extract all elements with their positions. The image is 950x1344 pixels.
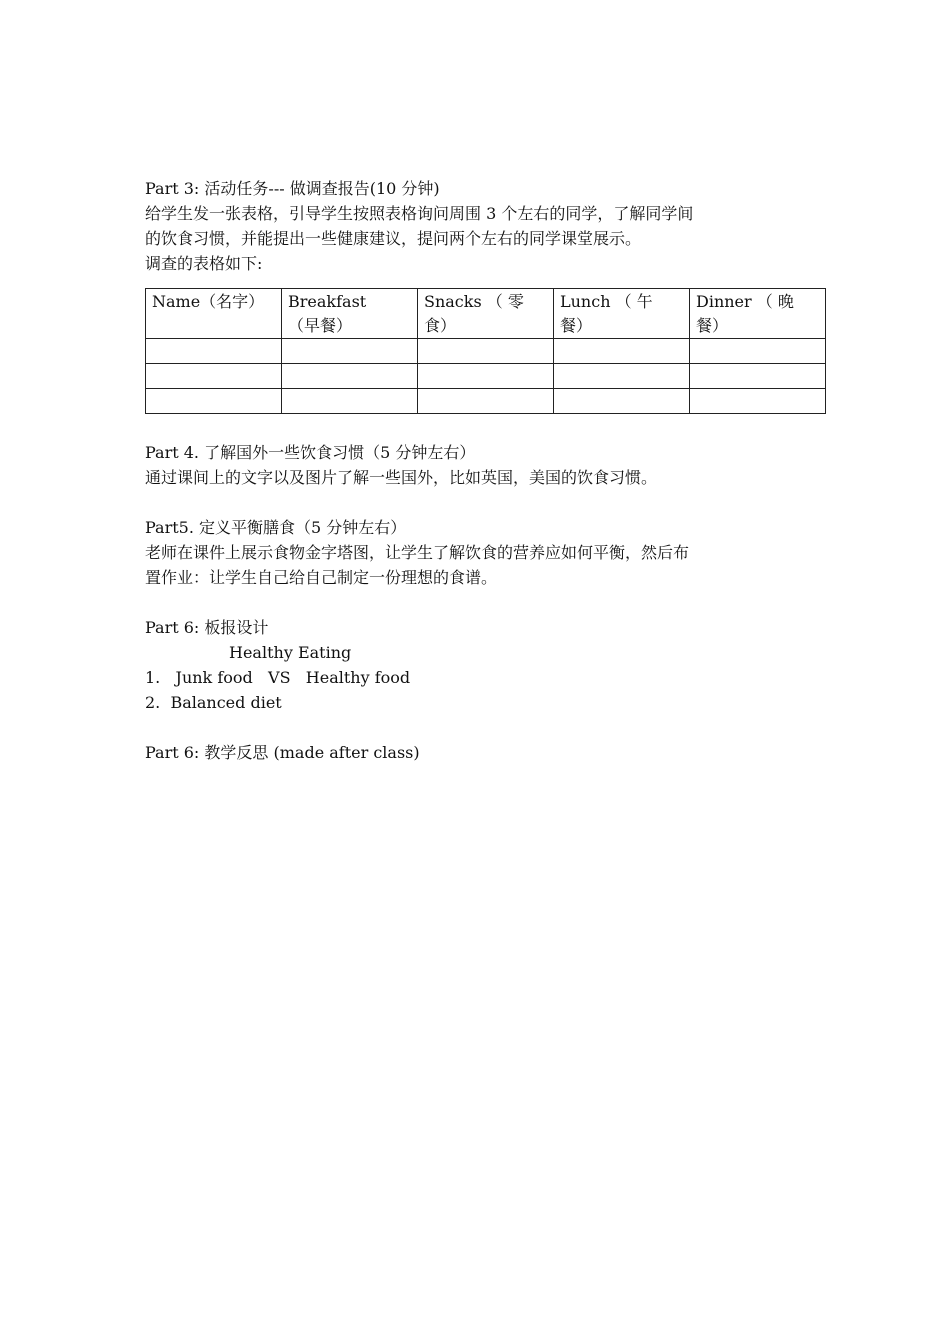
part5-title: Part5. 定义平衡膳食（5 分钟左右）	[145, 518, 407, 537]
table-row	[146, 339, 826, 364]
table-cell	[690, 339, 826, 364]
header-breakfast: Breakfast （早餐）	[282, 289, 418, 339]
table-cell	[554, 364, 690, 389]
header-snacks: Snacks （ 零 食）	[418, 289, 554, 339]
table-cell	[146, 389, 282, 414]
table-cell	[146, 339, 282, 364]
table-intro: 调查的表格如下:	[145, 254, 263, 273]
header-lunch: Lunch （ 午 餐）	[554, 289, 690, 339]
board-item-2: 2. Balanced diet	[145, 693, 282, 712]
table-cell	[554, 339, 690, 364]
survey-table	[145, 288, 826, 414]
table-cell	[146, 364, 282, 389]
table-row	[146, 364, 826, 389]
document-page	[145, 176, 825, 765]
table-cell	[418, 389, 554, 414]
table-cell	[282, 364, 418, 389]
part3-paragraph-line-2: 的饮食习惯，并能提出一些健康建议，提问两个左右的同学课堂展示。	[145, 229, 642, 248]
header-dinner: Dinner （ 晚 餐）	[690, 289, 826, 339]
table-row	[146, 389, 826, 414]
table-cell	[282, 389, 418, 414]
table-cell	[418, 364, 554, 389]
board-item-1: 1. Junk food VS Healthy food	[145, 668, 411, 687]
part5-paragraph-line-2: 置作业：让学生自己给自己制定一份理想的食谱。	[145, 568, 498, 587]
table-cell	[282, 339, 418, 364]
part6-board-title: Part 6: 板报设计	[145, 618, 269, 637]
board-heading: Healthy Eating	[229, 643, 352, 662]
part3-title: Part 3: 活动任务--- 做调查报告(10 分钟)	[145, 179, 440, 198]
part5-paragraph-line-1: 老师在课件上展示食物金字塔图，让学生了解饮食的营养应如何平衡，然后布	[145, 543, 690, 562]
table-cell	[690, 389, 826, 414]
part3-paragraph-line-1: 给学生发一张表格，引导学生按照表格询问周围 3 个左右的同学，了解同学间	[145, 204, 694, 223]
part4-title: Part 4. 了解国外一些饮食习惯（5 分钟左右）	[145, 443, 476, 462]
part6-reflection-title: Part 6: 教学反思 (made after class)	[145, 743, 420, 762]
part4-paragraph: 通过课间上的文字以及图片了解一些国外，比如英国，美国的饮食习惯。	[145, 468, 658, 487]
header-name: Name（名字）	[146, 289, 282, 339]
table-cell	[690, 364, 826, 389]
table-cell	[554, 389, 690, 414]
table-cell	[418, 339, 554, 364]
survey-table-header-row	[146, 289, 826, 339]
